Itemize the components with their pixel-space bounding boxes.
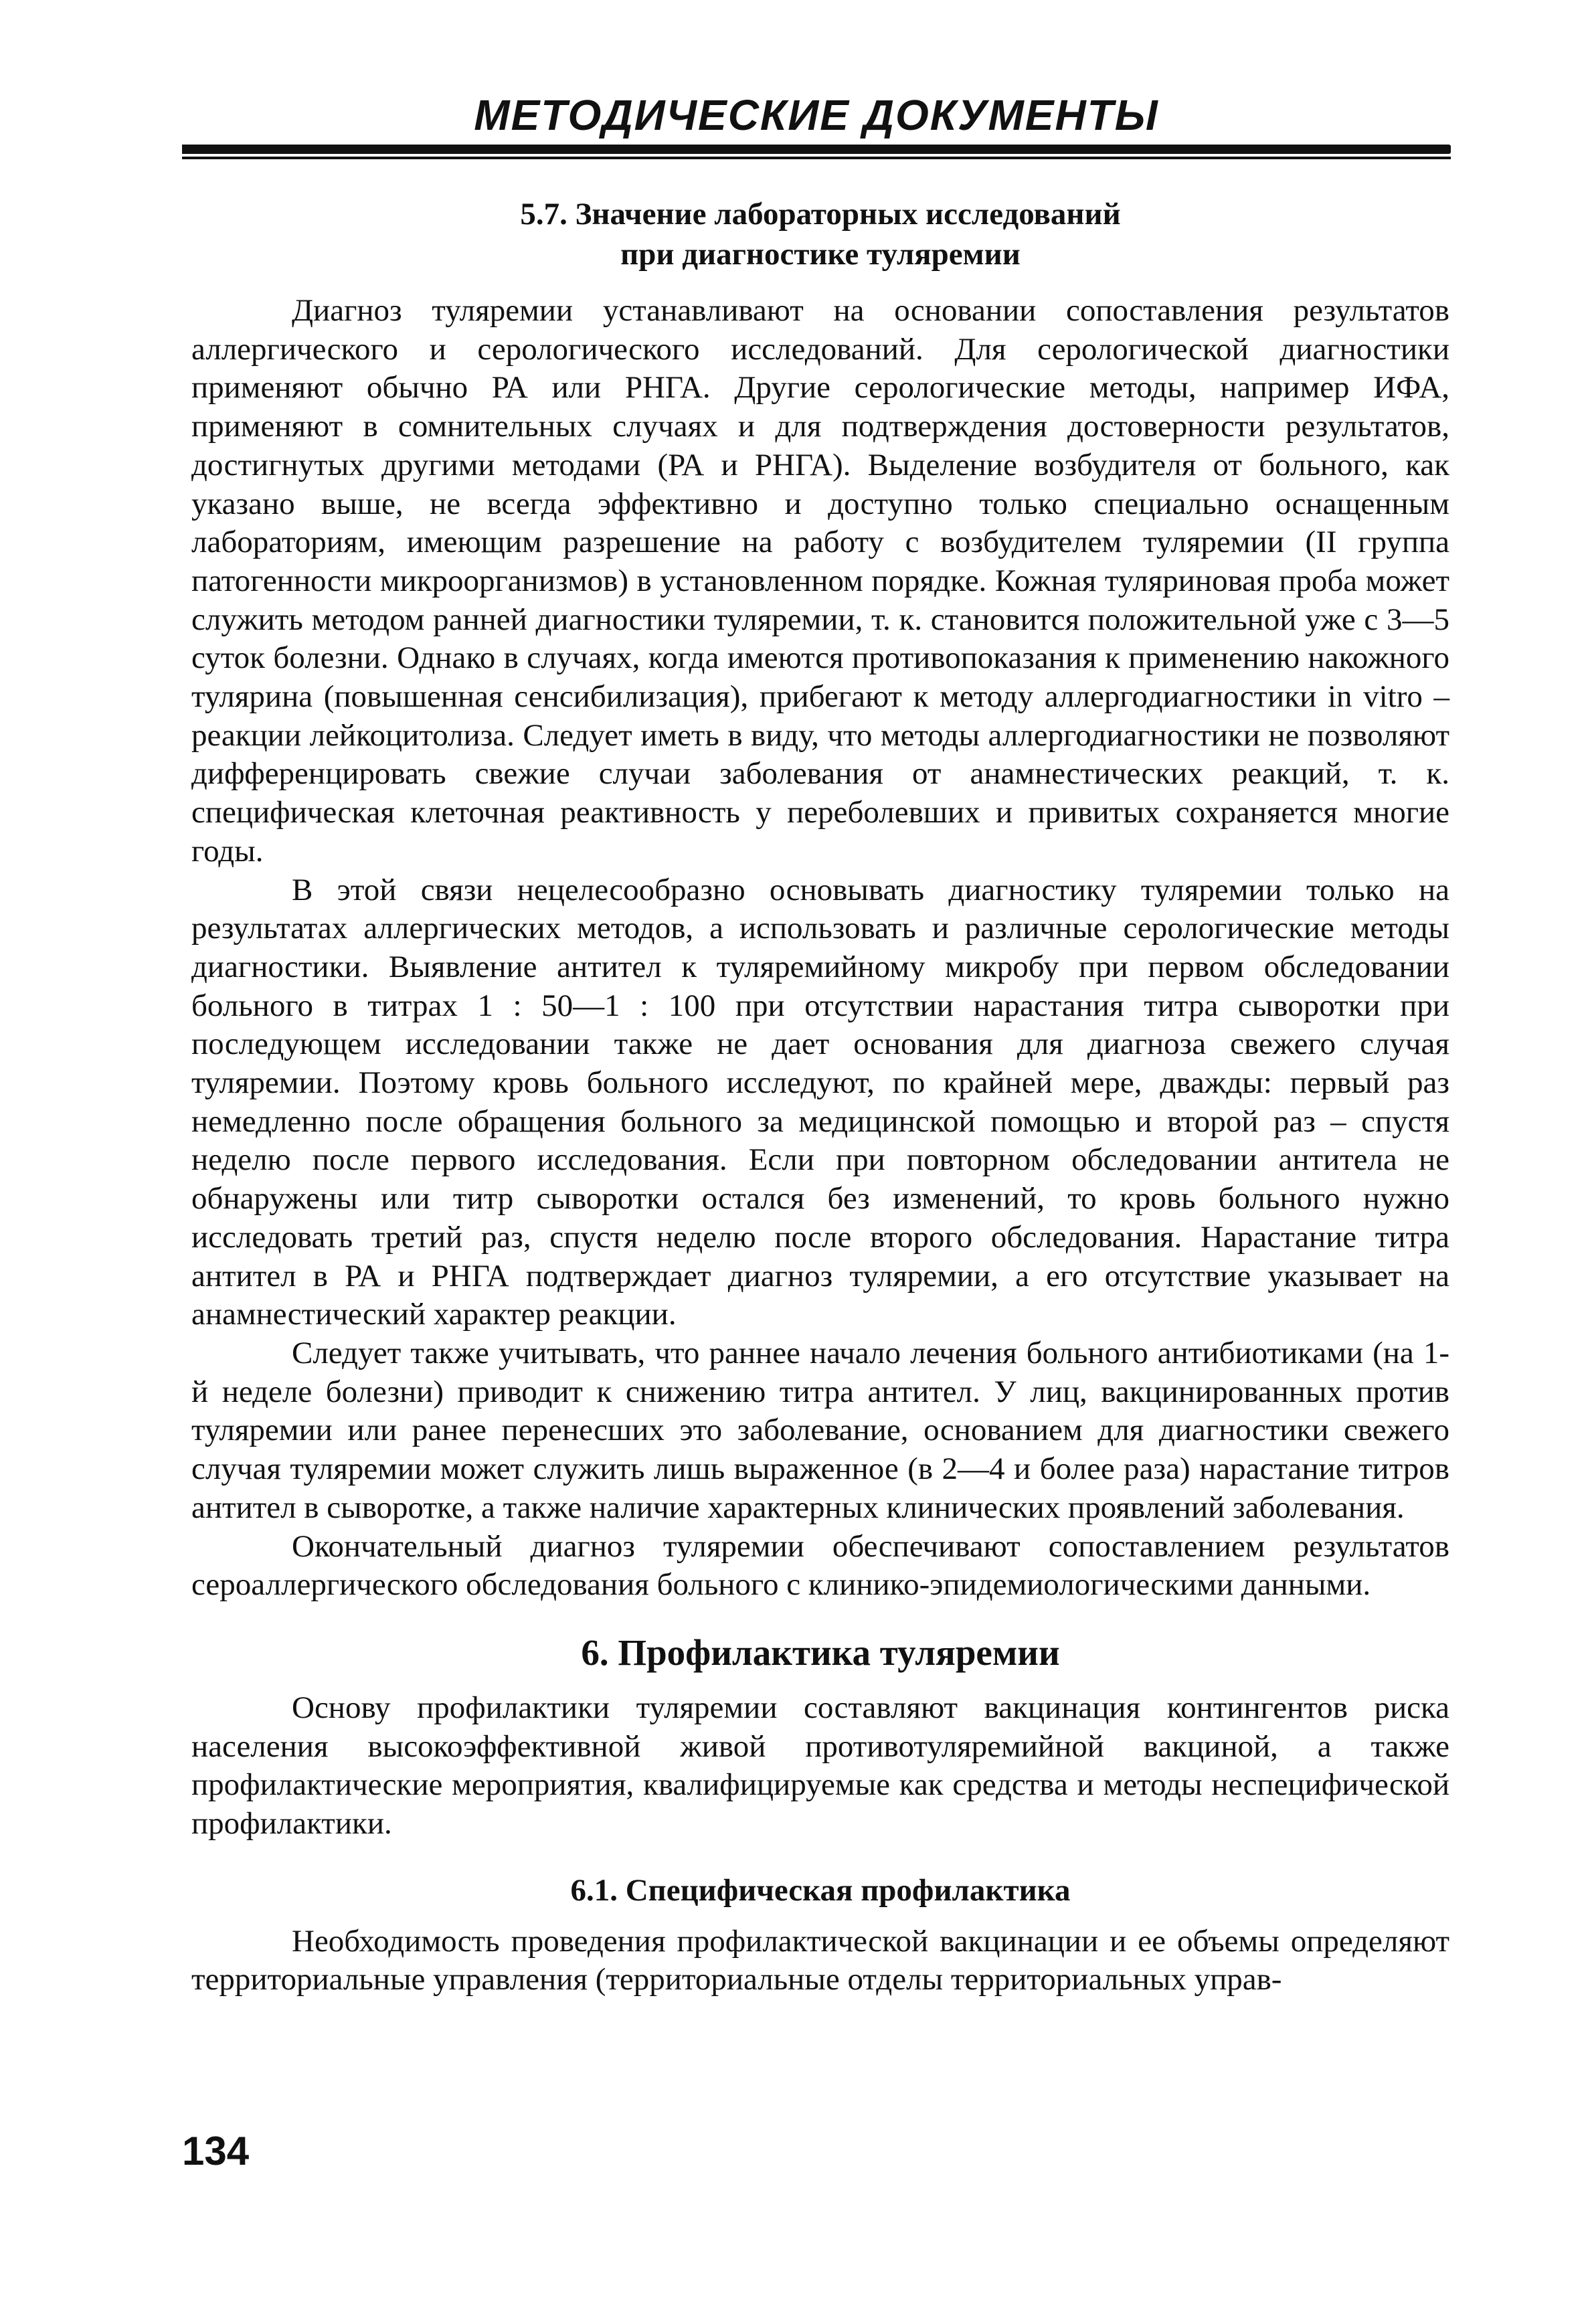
section-6-1-paragraph-1: Необходимость проведения профилактической вакцинации и ее объемы определяют территориальные управления (территориальные отделы территориальных управ-	[191, 1923, 1449, 1997]
section-5-7-paragraph-2: В этой связи нецелесообразно основывать диагностику туляремии только на результатах аллергических методов, а использовать и различные серологические методы диагностики. Выявление антител к туляремийному микробу при первом обследовании больного в титрах 1 : 50—1 : 100 при отсутствии нарастания титра сыворотки при последующем исследовании также не дает основания для диагноза свежего случая туляремии. Поэтому кровь больного исследуют, по крайней мере, дважды: первый раз немедленно после обращения больного за медицинской помощью и второй раз – спустя неделю после первого исследования. Если при повторном обследовании антитела не обнаружены или титр сыворотки остался без изменений, то кровь больного нужно исследовать третий раз, спустя неделю после второго обследования. Нарастание титра антител в РА и РНГА подтверждает диагноз туляремии, а его отсутствие указывает на анамнестический характер реакции.	[191, 872, 1449, 1332]
section-5-7-paragraph-1: Диагноз туляремии устанавливают на основании сопоставления результатов аллергического и серологического исследований. Для серологической диагностики применяют обычно РА или РНГА. Другие серологические методы, например ИФА, применяют в сомнительных случаях и для подтверждения достоверности результатов, достигнутых другими методами (РА и РНГА). Выделение возбудителя от больного, как указано выше, не всегда эффективно и доступно только специально оснащенным лабораториям, имеющим разрешение на работу с возбудителем туляремии (II группа патогенности микроорганизмов) в установленном порядке. Кожная туляриновая проба может служить методом ранней диагностики туляремии, т. к. становится положительной уже с 3—5 суток болезни. Однако в случаях, когда имеются противопоказания к применению накожного тулярина (повышенная сенсибилизация), прибегают к методу аллергодиагностики in vitro – реакции лейкоцитолиза. Следует иметь в виду, что методы аллергодиагностики не позволяют дифференцировать свежие случаи заболевания от анамнестических реакций, т. к. специфическая клеточная реактивность у переболевших и привитых сохраняется многие годы.	[191, 293, 1449, 869]
header-rule-thick	[182, 145, 1451, 154]
section-6-1-title: 6.1. Специфическая профилактика	[570, 1872, 1071, 1908]
page-content	[191, 194, 1449, 1999]
section-5-7-paragraph-3: Следует также учитывать, что раннее начало лечения больного антибиотиками (на 1-й неделе болезни) приводит к снижению титра антител. У лиц, вакцинированных против туляремии или ранее перенесших это заболевание, основанием для диагностики свежего случая туляремии может служить лишь выраженное (в 2—4 и более раза) нарастание титров антител в сыворотке, а также наличие характерных клинических проявлений заболевания.	[191, 1335, 1449, 1525]
running-header	[182, 88, 1451, 159]
running-header-title: МЕТОДИЧЕСКИЕ ДОКУМЕНТЫ	[474, 91, 1159, 139]
section-5-7-title-line1: 5.7. Значение лабораторных исследований	[520, 197, 1121, 232]
section-5-7-title	[191, 194, 1449, 274]
section-6-paragraph-1: Основу профилактики туляремии составляют вакцинация контингентов риска населения высокоэффективной живой противотуляремийной вакциной, а также профилактические мероприятия, квалифицируемые как средства и методы неспецифической профилактики.	[191, 1690, 1449, 1842]
page-number: 134	[182, 2129, 250, 2173]
section-5-7-paragraph-4: Окончательный диагноз туляремии обеспечивают сопоставлением результатов сероаллергического обследования больного с клинико-эпидемиологическими данными.	[191, 1528, 1449, 1603]
section-6-title: 6. Профилактика туляремии	[581, 1631, 1060, 1673]
section-5-7-title-line2: при диагностике туляремии	[620, 237, 1021, 272]
header-rule-thin	[182, 157, 1451, 159]
